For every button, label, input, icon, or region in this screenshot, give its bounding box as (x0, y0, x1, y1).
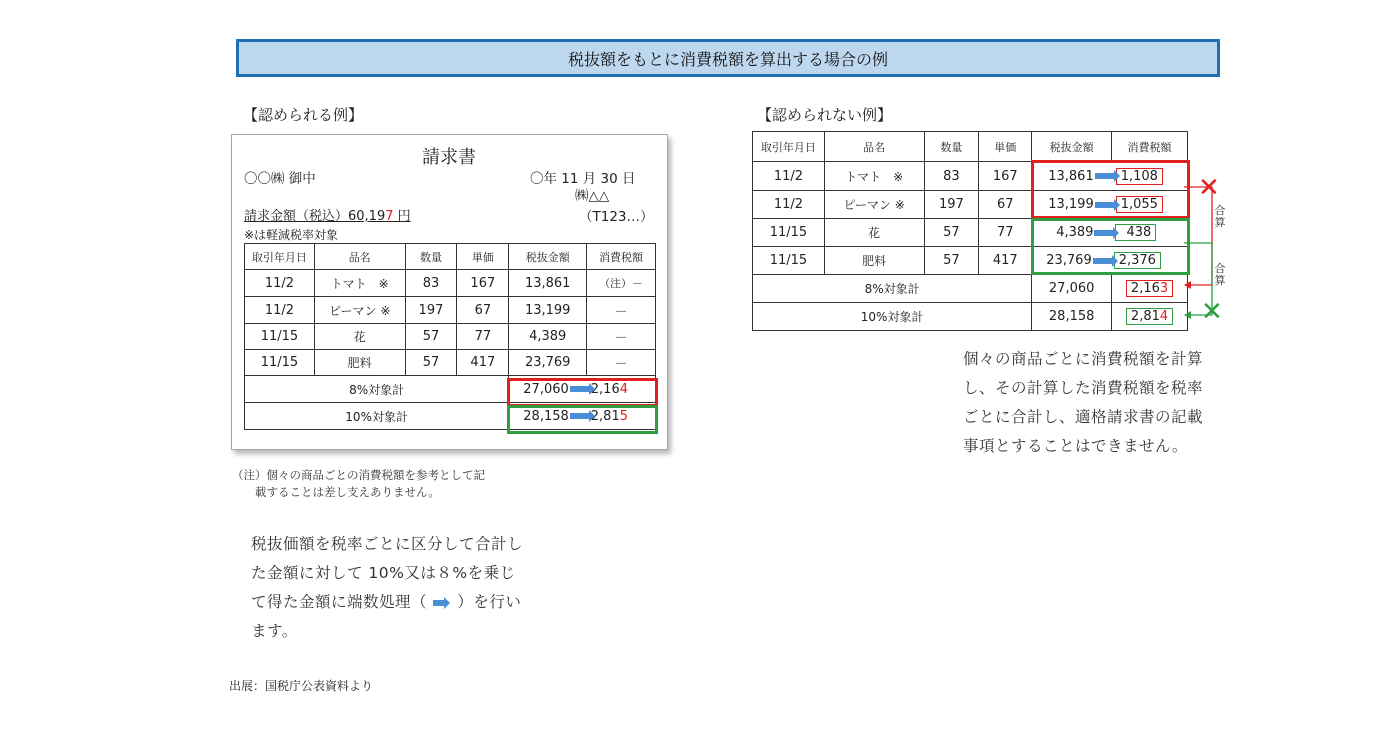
invoice-title: 請求書 (422, 147, 476, 168)
sum-label: 合算 (1214, 262, 1226, 287)
page-title: 税抜額をもとに消費税額を算出する場合の例 (236, 39, 1220, 77)
table-row: 11/15 肥料 57 417 23,769 － (245, 350, 656, 376)
invoice-date: 〇年 11 月 30 日 (530, 171, 636, 187)
cross-icon: ✕ (1201, 297, 1223, 327)
invoice-card (231, 134, 668, 450)
table-row: 11/2 ピーマン ※ 197 67 13,199 1,055 (753, 191, 1188, 219)
table-row: 11/2 ピーマン ※ 197 67 13,199 － (245, 297, 656, 324)
header-cell: 税抜金額 (509, 244, 587, 270)
invoice-addressee: 〇〇㈱ 御中 (244, 171, 316, 187)
cross-icon: ✕ (1198, 173, 1220, 203)
red-highlight-box (1031, 160, 1190, 219)
table-row: 11/2 トマト ※ 83 167 13,861 1,108 (753, 162, 1188, 191)
left-explanation: 税抜価額を税率ごとに区分して合計し た金額に対して 10%又は８%を乗じ て得た金額に端数処理（ ）を行い ます。 (251, 535, 524, 640)
header-cell: 取引年月日 (245, 244, 315, 270)
header-cell: 数量 (405, 244, 457, 270)
invoice-reg-no: （T123…） (579, 209, 654, 225)
table-row: 11/15 花 57 77 4,389 438 (753, 219, 1188, 247)
subtotal-row-8: 8%対象計 27,060 2,163 (753, 275, 1188, 303)
subtotal-row-8: 8%対象計 27,060 2,164 (245, 376, 656, 403)
red-arrowhead (1184, 281, 1191, 289)
arrow-icon (433, 600, 445, 606)
table-row: 11/15 肥料 57 417 23,769 2,376 (753, 247, 1188, 275)
left-section-label: 【認められる例】 (243, 106, 364, 124)
table-row: 11/2 トマト ※ 83 167 13,861 （注）－ (245, 270, 656, 297)
invoice-issuer: ㈱△△ (575, 188, 610, 204)
header-cell: 消費税額 (1112, 132, 1188, 162)
reduced-rate-note: ※は軽減税率対象 (244, 228, 339, 242)
source-note: 出展：国税庁公表資料より (229, 679, 374, 693)
header-cell: 取引年月日 (753, 132, 825, 162)
green-highlight-box (507, 405, 658, 434)
subtotal-row-10: 10%対象計 28,158 2,815 (245, 403, 656, 430)
right-explanation: 個々の商品ごとに消費税額を計算 し、その計算した消費税額を税率 ごとに合計し、適格請求書の記載 事項とすることはできません。 (963, 350, 1204, 455)
header-cell: 品名 (314, 244, 405, 270)
header-cell: 単価 (979, 132, 1032, 162)
header-cell: 税抜金額 (1032, 132, 1112, 162)
sum-label: 合算 (1214, 204, 1226, 229)
table-row: 11/15 花 57 77 4,389 － (245, 324, 656, 350)
green-highlight-box (1031, 218, 1190, 275)
header-cell: 消費税額 (587, 244, 656, 270)
header-cell: 品名 (824, 132, 924, 162)
footnote: （注）個々の商品ごとの消費税額を参考として記 載することは差し支えありません。 (232, 468, 485, 499)
subtotal-row-10: 10%対象計 28,158 2,814 (753, 303, 1188, 331)
invoice-total: 請求金額（税込）60,197 円 (244, 209, 411, 224)
red-highlight-box (507, 378, 658, 407)
header-cell: 単価 (457, 244, 509, 270)
right-section-label: 【認められない例】 (757, 106, 893, 124)
green-arrowhead (1184, 311, 1191, 319)
header-cell: 数量 (924, 132, 979, 162)
